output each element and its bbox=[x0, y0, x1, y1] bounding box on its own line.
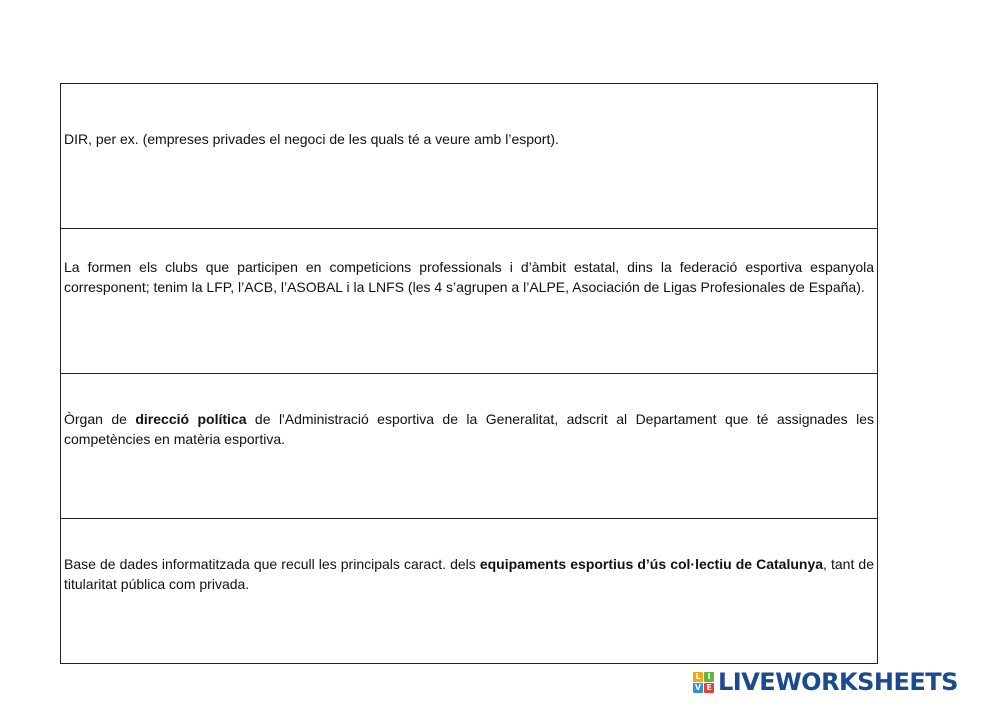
text-segment: DIR, per ex. (empreses privades el negoci de les quals té a veure amb l’esport). bbox=[64, 131, 559, 147]
definition-text bbox=[64, 130, 874, 150]
logo-wordmark: LIVEWORKSHEETS bbox=[718, 668, 958, 696]
table-row bbox=[61, 84, 877, 229]
worksheet-table bbox=[60, 83, 878, 664]
logo-letter: E bbox=[704, 683, 714, 693]
text-segment: , tant de titularitat pública com privada. bbox=[64, 556, 875, 592]
table-row bbox=[61, 374, 877, 519]
definition-text bbox=[64, 555, 874, 594]
text-segment: La formen els clubs que participen en competicions professionals i d’àmbit estatal, dins la federació esportiva espanyola corresponent; tenim la LFP, l’ACB, l’ASOBAL i la LNFS (les 4 s’agrupen a l’ALPE, Asociación de Ligas Profesionales de España). bbox=[64, 259, 874, 295]
text-segment: Base de dades informatitzada que recull les principals caract. dels bbox=[64, 556, 480, 572]
bold-text-segment: direcció política bbox=[135, 411, 247, 427]
text-segment: de l'Administració esportiva de la Generalitat, adscrit al Departament que té assignades les competències en matèria esportiva. bbox=[64, 411, 874, 447]
table-row bbox=[61, 229, 877, 374]
table-row bbox=[61, 519, 877, 663]
logo-letter: V bbox=[694, 682, 702, 692]
text-segment: Òrgan de bbox=[64, 411, 136, 427]
definition-text bbox=[64, 410, 874, 449]
logo-letter: L bbox=[693, 672, 703, 682]
definition-text bbox=[64, 258, 874, 297]
bold-text-segment: equipaments esportius d’ús col·lectiu de Catalunya bbox=[479, 556, 824, 572]
logo-letter: I bbox=[704, 672, 714, 682]
logo-mark-icon bbox=[693, 672, 714, 693]
liveworksheets-logo[interactable] bbox=[693, 668, 958, 696]
